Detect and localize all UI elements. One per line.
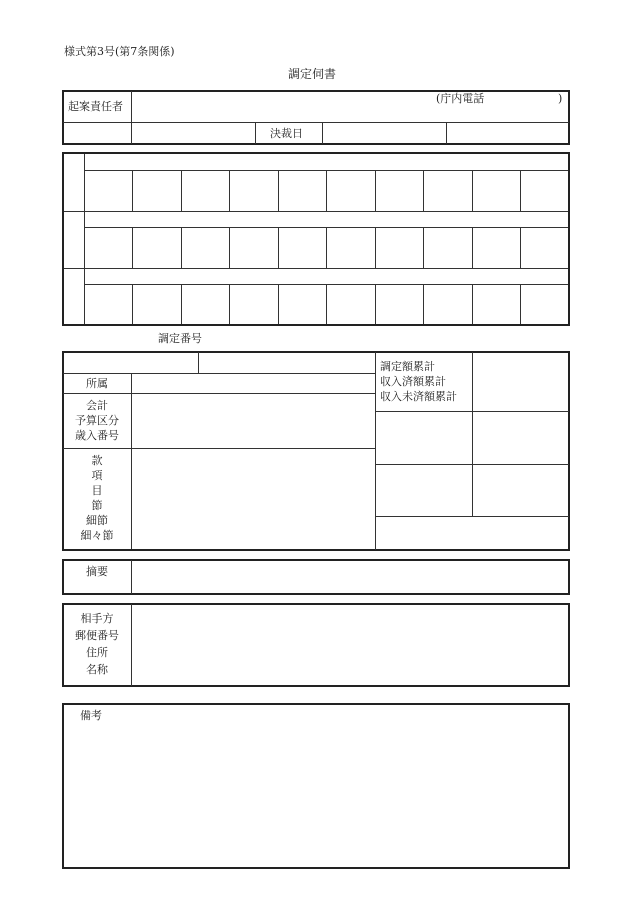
kan-label: 款 bbox=[91, 454, 103, 467]
adjustment-number-label: 調定番号 bbox=[158, 332, 202, 345]
adjusted-total-label: 調定額累計 bbox=[380, 360, 435, 373]
summary-label: 摘要 bbox=[86, 565, 108, 578]
accounting-field[interactable] bbox=[132, 394, 374, 447]
totals-labels bbox=[380, 359, 457, 404]
kou-label: 項 bbox=[91, 469, 103, 482]
moku-label: 目 bbox=[91, 484, 103, 497]
budget-code-labels bbox=[63, 453, 131, 543]
unreceived-total-label: 収入未済額累計 bbox=[380, 390, 457, 403]
setsu-label: 節 bbox=[91, 499, 103, 512]
counterparty-labels bbox=[63, 610, 131, 678]
revenue-number-label: 歳入番号 bbox=[75, 429, 119, 442]
remarks-label: 備考 bbox=[80, 709, 102, 722]
remarks-field[interactable] bbox=[64, 726, 568, 867]
address-label: 住所 bbox=[86, 646, 108, 659]
budget-category-label: 予算区分 bbox=[75, 414, 119, 427]
saisaisetsu-label: 細々節 bbox=[80, 529, 114, 542]
page-title: 調定伺書 bbox=[288, 67, 337, 81]
phone-close: ) bbox=[558, 92, 563, 105]
approval-grid bbox=[62, 152, 570, 326]
phone-label: (庁内電話 bbox=[436, 92, 485, 105]
drafter-field[interactable] bbox=[132, 91, 568, 121]
department-label: 所属 bbox=[86, 377, 108, 390]
accounting-label: 会計 bbox=[86, 399, 108, 412]
drafter-label: 起案責任者 bbox=[68, 100, 123, 113]
decision-date-field[interactable] bbox=[323, 123, 445, 143]
received-total-label: 収入済額累計 bbox=[380, 375, 446, 388]
name-label: 名称 bbox=[86, 663, 108, 676]
postal-code-label: 郵便番号 bbox=[75, 629, 119, 642]
accounting-labels bbox=[63, 398, 131, 443]
decision-date-label: 決裁日 bbox=[270, 127, 303, 140]
saisetsu-label: 細節 bbox=[86, 514, 108, 527]
counterparty-label: 相手方 bbox=[80, 612, 114, 625]
approval-grid-lines bbox=[64, 154, 568, 324]
summary-field[interactable] bbox=[132, 560, 568, 594]
budget-code-field[interactable] bbox=[132, 449, 374, 549]
department-field[interactable] bbox=[132, 374, 374, 392]
counterparty-field[interactable] bbox=[132, 604, 568, 686]
form-number: 様式第3号(第7条関係) bbox=[64, 45, 175, 58]
